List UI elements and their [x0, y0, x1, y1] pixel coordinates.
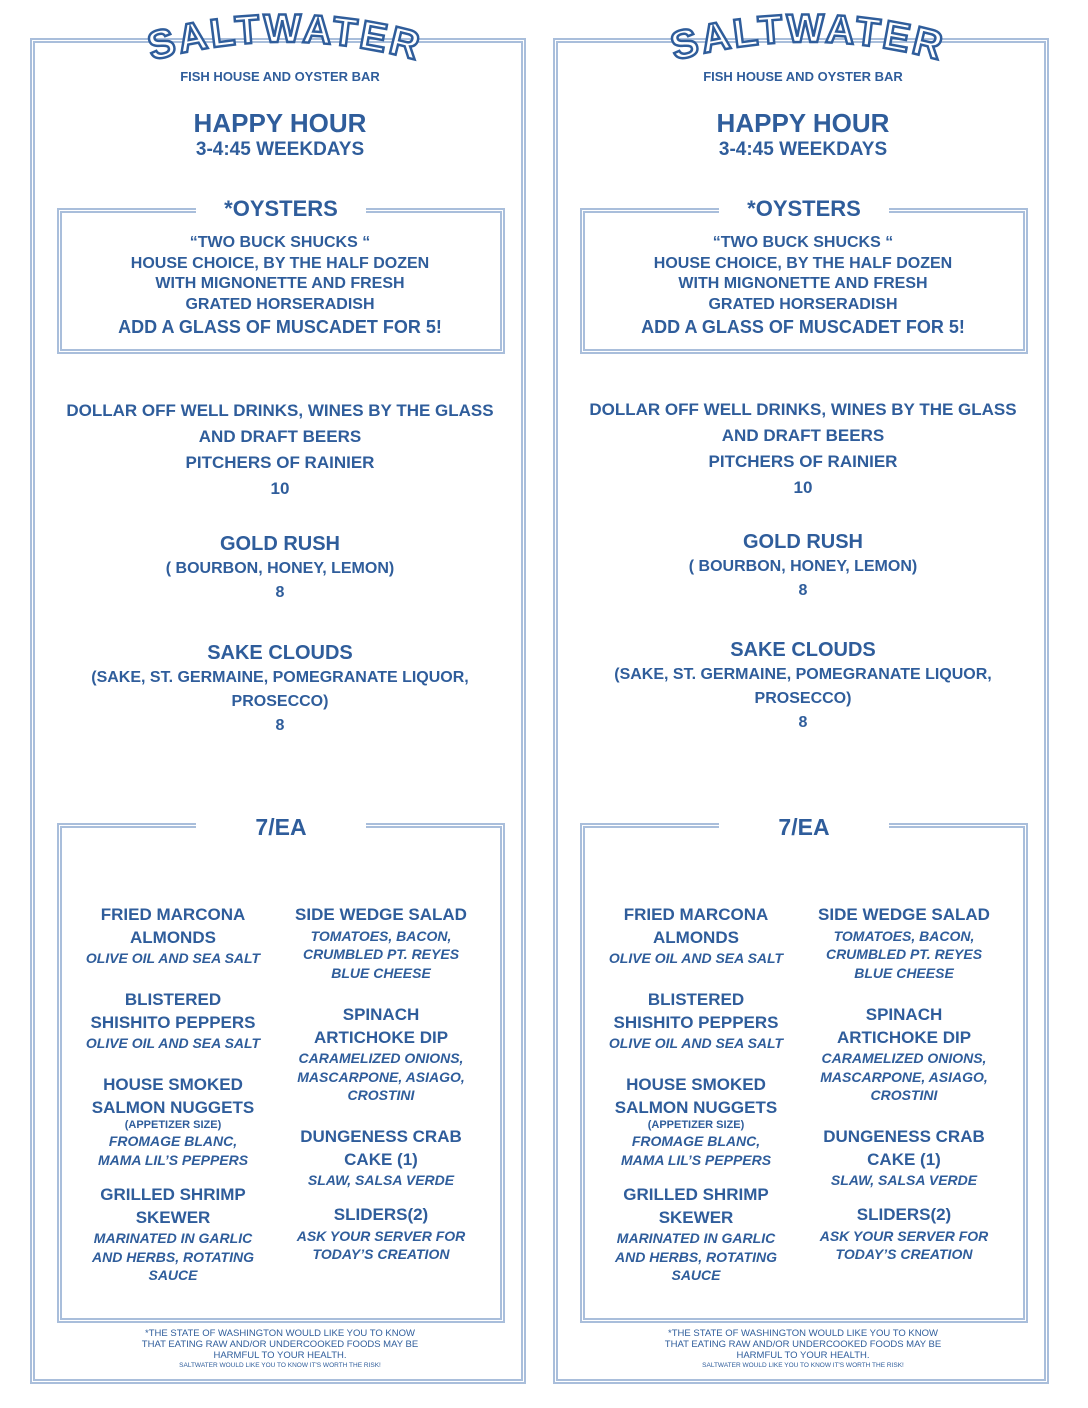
item-name: DUNGENESS CRAB — [823, 1127, 985, 1146]
item-desc: MAMA LIL’S PEPPERS — [97, 1151, 249, 1168]
health-disclaimer — [553, 1328, 1053, 1370]
oyster-line: “TWO BUCK SHUCKS “ — [712, 234, 894, 251]
menu-item-spinach — [281, 1004, 481, 1105]
item-name: SPINACH — [342, 1005, 420, 1024]
sake-clouds — [553, 637, 1053, 735]
drink-price: 8 — [275, 584, 285, 601]
menu-item-crab — [804, 1126, 1004, 1190]
disclaimer-line: THAT EATING RAW AND/OR UNDERCOOKED FOODS MAY BE — [141, 1339, 419, 1350]
drink-specials — [553, 397, 1053, 501]
oyster-line: HOUSE CHOICE, BY THE HALF DOZEN — [653, 254, 953, 272]
happy-hour-title: HAPPY HOUR — [716, 108, 890, 138]
drink-desc: PROSECCO) — [231, 693, 329, 710]
food-heading: 7/EA — [719, 813, 889, 841]
menu-item-salmon — [596, 1074, 796, 1169]
oysters-heading: *OYSTERS — [196, 195, 366, 223]
item-desc: MARINATED IN GARLIC — [93, 1230, 253, 1246]
dollar-off-line: AND DRAFT BEERS — [721, 426, 885, 445]
item-name: DUNGENESS CRAB — [300, 1127, 462, 1146]
menu-item-spinach — [804, 1004, 1004, 1105]
oyster-addon: ADD A GLASS OF MUSCADET FOR 5! — [118, 317, 442, 337]
item-name: ARTICHOKE DIP — [313, 1027, 449, 1047]
disclaimer-line: *THE STATE OF WASHINGTON WOULD LIKE YOU TO KNOW — [145, 1328, 415, 1339]
menu-item-peppers — [596, 989, 796, 1053]
item-desc: CARAMELIZED ONIONS, — [821, 1050, 987, 1066]
drink-name: SAKE CLOUDS — [730, 639, 876, 661]
oyster-addon: ADD A GLASS OF MUSCADET FOR 5! — [641, 317, 965, 337]
item-desc: AND HERBS, ROTATING — [614, 1248, 778, 1265]
disclaimer-line: HARMFUL TO YOUR HEALTH. — [213, 1350, 347, 1361]
item-desc: SAUCE — [148, 1267, 198, 1283]
item-desc: TODAY’S CREATION — [312, 1246, 450, 1262]
menu-item-shrimp — [596, 1184, 796, 1285]
disclaimer-line: SALTWATER WOULD LIKE YOU TO KNOW IT'S WORTH THE RISK! — [179, 1362, 381, 1369]
item-name: SKEWER — [658, 1207, 734, 1227]
drink-desc: ( BOURBON, HONEY, LEMON) — [688, 558, 918, 575]
drink-desc: (SAKE, ST. GERMAINE, POMEGRANATE LIQUOR, — [91, 669, 469, 686]
menu-panel-right — [553, 0, 1053, 1408]
drink-desc: PROSECCO) — [754, 690, 852, 707]
item-desc: OLIVE OIL AND SEA SALT — [608, 1035, 784, 1051]
menu-item-crab — [281, 1126, 481, 1190]
item-desc: CROSTINI — [870, 1087, 938, 1103]
item-name: FRIED MARCONA — [100, 905, 246, 924]
item-desc: TOMATOES, BACON, — [310, 927, 452, 944]
item-name: GRILLED SHRIMP — [623, 1185, 769, 1204]
saltwater-logo — [120, 12, 450, 72]
item-desc: MASCARPONE, ASIAGO, — [820, 1068, 988, 1085]
item-desc: SAUCE — [671, 1267, 721, 1283]
oyster-line: GRATED HORSERADISH — [185, 295, 375, 313]
item-desc: ASK YOUR SERVER FOR — [296, 1227, 466, 1244]
menu-item-sliders — [804, 1204, 1004, 1264]
menu-item-almonds — [596, 904, 796, 968]
item-desc: FROMAGE BLANC, — [108, 1133, 238, 1149]
item-desc: ASK YOUR SERVER FOR — [819, 1227, 989, 1244]
oyster-description — [30, 233, 530, 339]
menu-item-shrimp — [73, 1184, 273, 1285]
pitchers-price: 10 — [270, 479, 290, 498]
food-heading: 7/EA — [196, 813, 366, 841]
item-desc: SLAW, SALSA VERDE — [830, 1172, 978, 1188]
item-name: BLISTERED — [647, 990, 745, 1009]
dollar-off-line: AND DRAFT BEERS — [198, 427, 362, 446]
drink-desc: ( BOURBON, HONEY, LEMON) — [165, 560, 395, 577]
item-name: SKEWER — [135, 1207, 211, 1227]
happy-hour-title: HAPPY HOUR — [193, 108, 367, 138]
item-desc: MARINATED IN GARLIC — [616, 1230, 776, 1246]
item-name: CAKE (1) — [344, 1149, 418, 1169]
pitchers-line: PITCHERS OF RAINIER — [708, 452, 898, 471]
item-desc: OLIVE OIL AND SEA SALT — [608, 950, 784, 966]
item-desc: AND HERBS, ROTATING — [91, 1248, 255, 1265]
gold-rush — [30, 531, 530, 605]
item-name: HOUSE SMOKED — [626, 1075, 766, 1094]
oyster-description — [553, 233, 1053, 339]
dollar-off-line: DOLLAR OFF WELL DRINKS, WINES BY THE GLASS — [589, 400, 1017, 419]
item-name: ARTICHOKE DIP — [836, 1027, 972, 1047]
item-desc: SLAW, SALSA VERDE — [307, 1172, 455, 1188]
tagline: FISH HOUSE AND OYSTER BAR — [180, 69, 380, 84]
item-size: (APPETIZER SIZE) — [124, 1119, 222, 1131]
oyster-line: WITH MIGNONETTE AND FRESH — [678, 275, 928, 292]
health-disclaimer — [30, 1328, 530, 1370]
drink-desc: (SAKE, ST. GERMAINE, POMEGRANATE LIQUOR, — [614, 666, 992, 683]
item-name: SLIDERS(2) — [333, 1205, 429, 1224]
item-name: ALMONDS — [130, 927, 216, 947]
drink-price: 8 — [275, 717, 285, 734]
item-desc: TODAY’S CREATION — [835, 1246, 973, 1262]
item-name: SHISHITO PEPPERS — [90, 1012, 256, 1032]
sake-clouds — [30, 640, 530, 738]
gold-rush — [553, 529, 1053, 603]
oyster-line: GRATED HORSERADISH — [708, 295, 898, 313]
menu-item-sliders — [281, 1204, 481, 1264]
drink-specials — [30, 398, 530, 502]
oyster-line: HOUSE CHOICE, BY THE HALF DOZEN — [130, 254, 430, 272]
item-name: SALMON NUGGETS — [91, 1097, 255, 1117]
drink-name: GOLD RUSH — [220, 533, 340, 555]
item-name: BLISTERED — [124, 990, 222, 1009]
pitchers-line: PITCHERS OF RAINIER — [185, 453, 375, 472]
svg-text:SALTWATER: SALTWATER — [666, 12, 950, 70]
drink-price: 8 — [798, 714, 808, 731]
item-desc: MAMA LIL’S PEPPERS — [620, 1151, 772, 1168]
item-desc: BLUE CHEESE — [854, 964, 954, 981]
item-desc: CROSTINI — [347, 1087, 415, 1103]
item-name: SPINACH — [865, 1005, 943, 1024]
item-name: SIDE WEDGE SALAD — [295, 905, 467, 924]
menu-item-wedge — [281, 904, 481, 982]
item-desc: TOMATOES, BACON, — [833, 927, 975, 944]
menu-item-almonds — [73, 904, 273, 968]
saltwater-logo — [643, 12, 973, 72]
item-desc: CARAMELIZED ONIONS, — [298, 1050, 464, 1066]
drink-name: SAKE CLOUDS — [207, 642, 353, 664]
item-desc: CRUMBLED PT. REYES — [302, 946, 460, 962]
dollar-off-line: DOLLAR OFF WELL DRINKS, WINES BY THE GLASS — [66, 401, 494, 420]
item-desc: MASCARPONE, ASIAGO, — [297, 1068, 465, 1085]
oyster-line: “TWO BUCK SHUCKS “ — [189, 234, 371, 251]
item-name: FRIED MARCONA — [623, 905, 769, 924]
item-name: ALMONDS — [653, 927, 739, 947]
item-desc: BLUE CHEESE — [331, 964, 431, 981]
drink-name: GOLD RUSH — [743, 531, 863, 553]
disclaimer-line: THAT EATING RAW AND/OR UNDERCOOKED FOODS MAY BE — [664, 1339, 942, 1350]
menu-item-wedge — [804, 904, 1004, 982]
oysters-heading: *OYSTERS — [719, 195, 889, 223]
item-desc: OLIVE OIL AND SEA SALT — [85, 950, 261, 966]
svg-text:SALTWATER: SALTWATER — [143, 12, 427, 70]
pitchers-price: 10 — [793, 478, 813, 497]
disclaimer-line: SALTWATER WOULD LIKE YOU TO KNOW IT'S WORTH THE RISK! — [702, 1362, 904, 1369]
item-desc: CRUMBLED PT. REYES — [825, 946, 983, 962]
happy-hour-schedule: 3-4:45 WEEKDAYS — [195, 139, 365, 160]
item-desc: OLIVE OIL AND SEA SALT — [85, 1035, 261, 1051]
item-name: SHISHITO PEPPERS — [613, 1012, 779, 1032]
item-size: (APPETIZER SIZE) — [647, 1119, 745, 1131]
happy-hour-schedule: 3-4:45 WEEKDAYS — [718, 139, 888, 160]
item-name: HOUSE SMOKED — [103, 1075, 243, 1094]
item-name: CAKE (1) — [867, 1149, 941, 1169]
item-desc: FROMAGE BLANC, — [631, 1133, 761, 1149]
item-name: SIDE WEDGE SALAD — [818, 905, 990, 924]
menu-item-salmon — [73, 1074, 273, 1169]
menu-panel-left — [30, 0, 530, 1408]
item-name: SALMON NUGGETS — [614, 1097, 778, 1117]
menu-item-peppers — [73, 989, 273, 1053]
disclaimer-line: *THE STATE OF WASHINGTON WOULD LIKE YOU TO KNOW — [668, 1328, 938, 1339]
tagline: FISH HOUSE AND OYSTER BAR — [703, 69, 903, 84]
drink-price: 8 — [798, 582, 808, 599]
item-name: GRILLED SHRIMP — [100, 1185, 246, 1204]
oyster-line: WITH MIGNONETTE AND FRESH — [155, 275, 405, 292]
disclaimer-line: HARMFUL TO YOUR HEALTH. — [736, 1350, 870, 1361]
item-name: SLIDERS(2) — [856, 1205, 952, 1224]
